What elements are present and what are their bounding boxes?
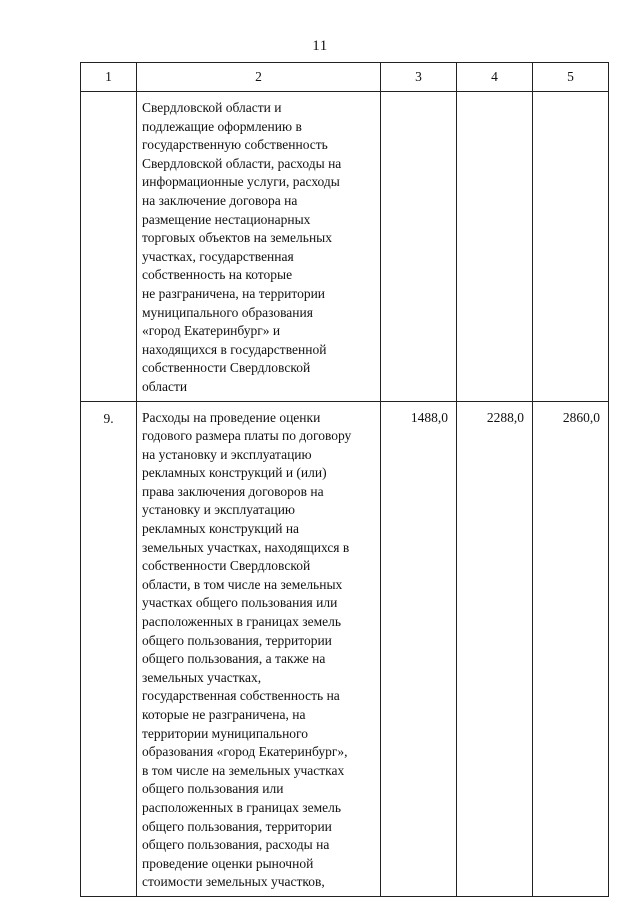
description-line: собственности Свердловской	[142, 360, 311, 376]
description-line: годового размера платы по договору	[142, 428, 352, 444]
column-header-3: 3	[381, 63, 457, 92]
row-number	[81, 92, 137, 402]
description-line: собственность на которые	[142, 267, 293, 283]
page-number: 11	[312, 38, 328, 54]
description-line: рекламных конструкций на	[142, 521, 300, 537]
description-line: на установку и эксплуатацию	[142, 446, 312, 462]
description-line: расположенных в границах земель	[142, 799, 342, 815]
description-line: размещение нестационарных	[142, 211, 311, 227]
description-line: в том числе на земельных участках	[142, 762, 345, 778]
description-line: на заключение договора на	[142, 192, 298, 208]
description-line: общего пользования, расходы на	[142, 837, 330, 853]
description-line: общего пользования, территории	[142, 632, 332, 648]
description-line: права заключения договоров на	[142, 483, 324, 499]
column-header-4: 4	[457, 63, 533, 92]
header-row	[81, 63, 609, 92]
description-line: находящихся в государственной	[142, 341, 327, 357]
value-col-5: 2860,0	[533, 401, 609, 896]
row-number: 9.	[81, 401, 137, 896]
description-line: общего пользования, а также на	[142, 651, 326, 667]
description-line: торговых объектов на земельных	[142, 230, 332, 246]
description-line: Свердловской области и	[142, 100, 282, 115]
column-header-2: 2	[137, 63, 381, 92]
description-line: Свердловской области, расходы на	[142, 155, 342, 171]
description-line: муниципального образования	[142, 304, 313, 320]
description-line: стоимости земельных участков,	[142, 874, 325, 890]
table-row	[81, 401, 609, 896]
description-line: расположенных в границах земель	[142, 614, 342, 630]
description-line: подлежащие оформлению в	[142, 118, 302, 134]
budget-table	[80, 62, 609, 897]
value-col-5	[533, 92, 609, 402]
row-description	[137, 92, 381, 402]
description-line: участках, государственная	[142, 248, 294, 264]
description-line: участках общего пользования или	[142, 595, 338, 611]
value-col-3: 1488,0	[381, 401, 457, 896]
description-line: области, в том числе на земельных	[142, 576, 343, 592]
value-col-4: 2288,0	[457, 401, 533, 896]
value-col-4	[457, 92, 533, 402]
value-col-3	[381, 92, 457, 402]
description-line: территории муниципального	[142, 725, 309, 741]
column-header-5: 5	[533, 63, 609, 92]
description-line: «город Екатеринбург» и	[142, 323, 281, 339]
description-line: земельных участках, находящихся в	[142, 539, 350, 555]
description-line: области	[142, 378, 188, 394]
description-line: Расходы на проведение оценки	[142, 409, 321, 425]
column-header-1: 1	[81, 63, 137, 92]
description-line: установку и эксплуатацию	[142, 502, 296, 518]
description-line: проведение оценки рыночной	[142, 855, 314, 871]
description-line: информационные услуги, расходы	[142, 174, 340, 190]
description-line: которые не разграничена, на	[142, 707, 306, 722]
description-line: рекламных конструкций и (или)	[142, 465, 327, 481]
description-line: государственную собственность	[142, 137, 328, 153]
table-row	[81, 92, 609, 402]
description-line: образования «город Екатеринбург»,	[142, 744, 348, 760]
description-line: земельных участках,	[142, 669, 262, 685]
description-line: общего пользования, территории	[142, 818, 332, 834]
description-line: собственности Свердловской	[142, 558, 311, 574]
row-description	[137, 401, 381, 896]
description-line: государственная собственность на	[142, 688, 340, 704]
description-line: не разграничена, на территории	[142, 285, 326, 301]
description-line: общего пользования или	[142, 781, 284, 797]
